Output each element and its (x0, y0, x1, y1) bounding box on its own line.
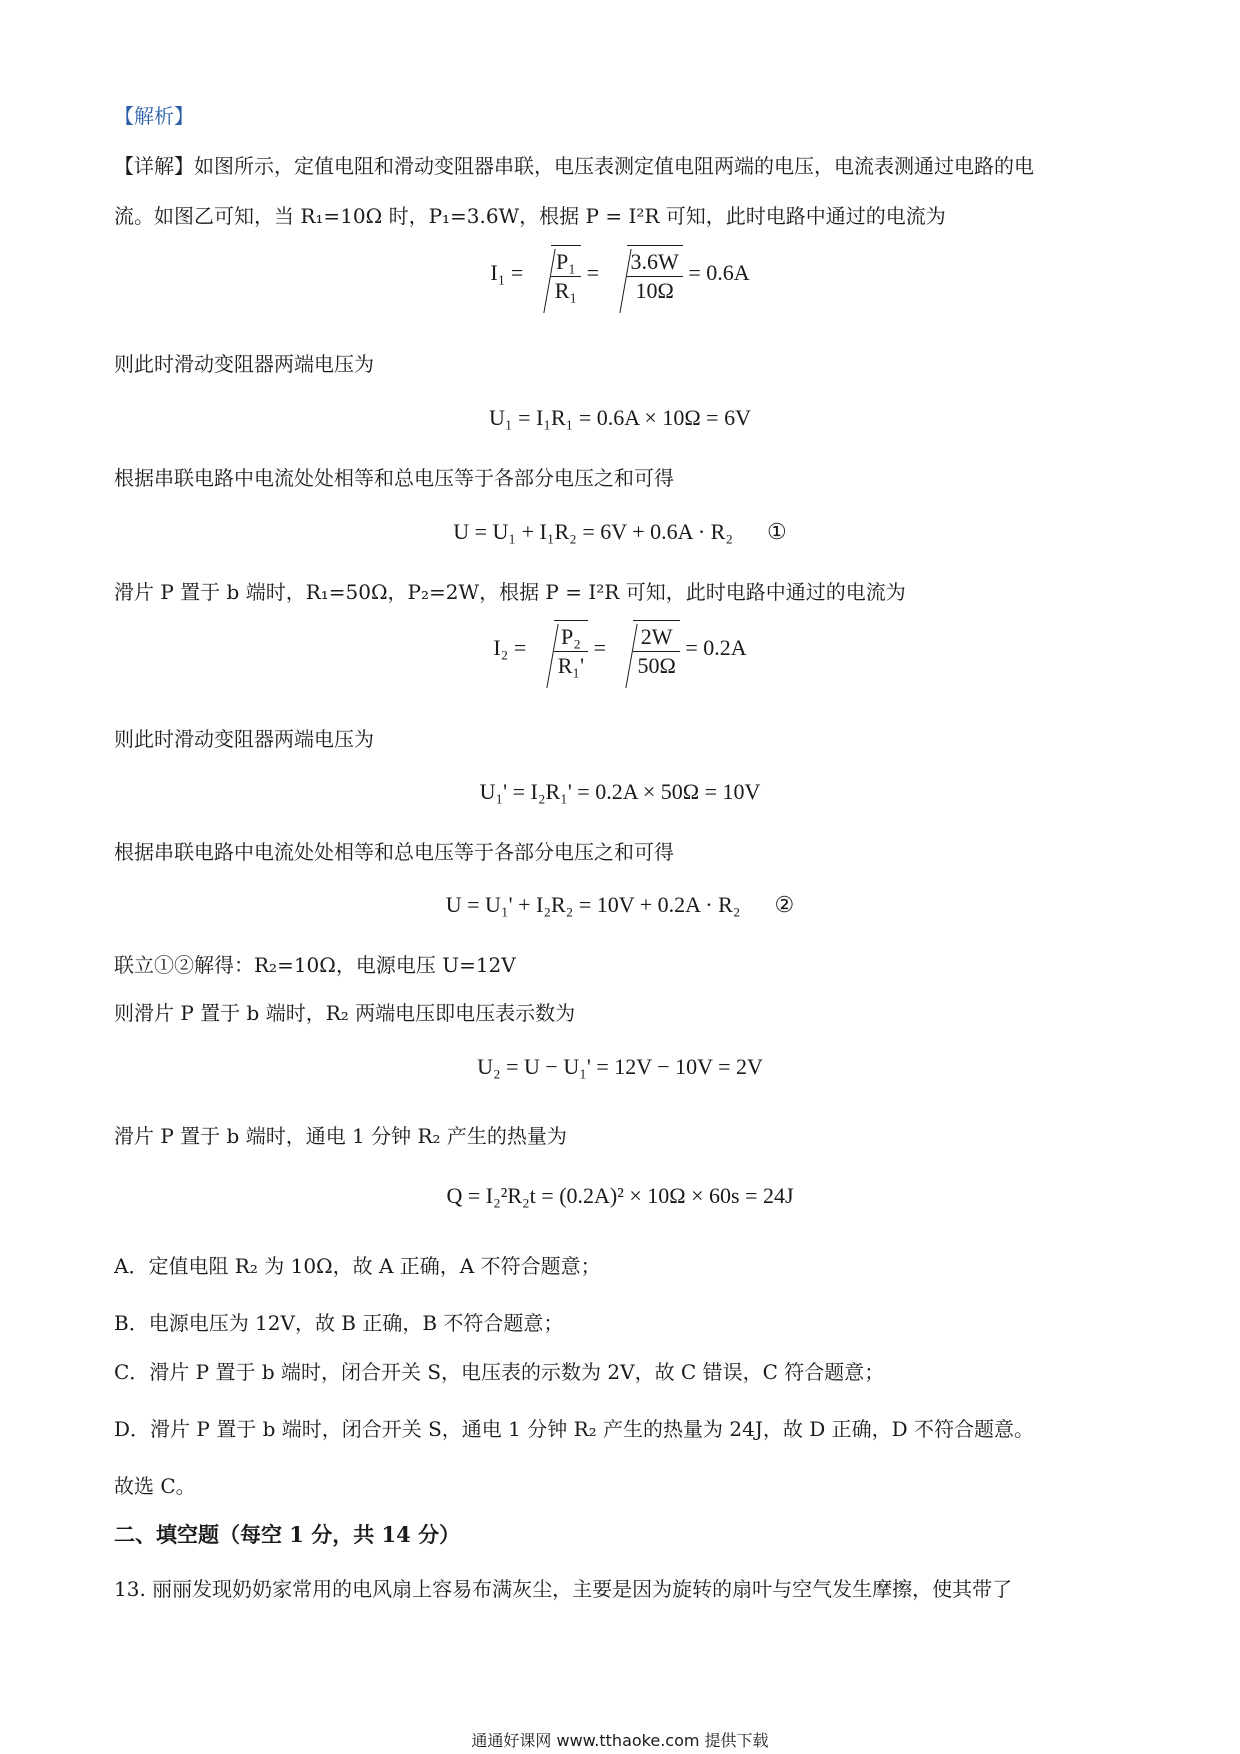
eq4-lhs: I₂ = (493, 635, 527, 661)
text-r2-voltage: 则滑片 P 置于 b 端时，R₂ 两端电压即电压表示数为 (114, 1001, 576, 1025)
eq4-root-2 (611, 620, 679, 680)
detail-line-1: 【详解】如图所示，定值电阻和滑动变阻器串联，电压表测定值电阻两端的电压，电流表测通过电路的电 (114, 154, 1034, 178)
analysis-label: 【解析】 (114, 104, 194, 128)
eq1-root-2 (605, 245, 683, 305)
eq6-mark: ② (774, 892, 795, 917)
eq4-rhs: = 0.2A (685, 635, 747, 661)
eq4-equals: = (593, 635, 606, 661)
eq4-root-1 (532, 620, 588, 680)
eq1-lhs: I₁ = (490, 260, 524, 286)
equation-u1: U₁ = I₁R₁ = 0.6A × 10Ω = 6V (489, 405, 751, 430)
equation-u2: U₂ = U − U₁' = 12V − 10V = 2V (477, 1054, 763, 1079)
option-b: B．电源电压为 12V，故 B 正确，B 不符合题意； (114, 1311, 564, 1335)
text-u1p-intro: 则此时滑动变阻器两端电压为 (114, 727, 374, 751)
eq1-equals: = (586, 260, 600, 286)
equation-heat: Q = I₂²R₂t = (0.2A)² × 10Ω × 60s = 24J (446, 1183, 794, 1208)
option-a: A．定值电阻 R₂ 为 10Ω，故 A 正确，A 不符合题意； (114, 1254, 601, 1278)
eq1-frac1-den: R₁ (554, 278, 578, 303)
eq4-frac1-num: P₂ (554, 623, 588, 652)
eq3-mark: ① (767, 519, 787, 544)
eq1-root-1 (529, 245, 581, 305)
text-series-1: 根据串联电路中电流处处相等和总电压等于各部分电压之和可得 (114, 466, 674, 490)
eq4-frac2-num: 2W (633, 623, 679, 652)
equation-total-1 (0, 519, 1240, 545)
equation-current-1 (0, 245, 1240, 305)
section-title: 二、填空题（每空 1 分，共 14 分） (114, 1522, 461, 1547)
equation-current-2 (0, 620, 1240, 680)
option-c: C．滑片 P 置于 b 端时，闭合开关 S，电压表的示数为 2V，故 C 错误，C 符合题意； (114, 1360, 885, 1384)
option-d: D．滑片 P 置于 b 端时，闭合开关 S，通电 1 分钟 R₂ 产生的热量为 24J，故 D 正确，D 不符合题意。 (114, 1417, 1034, 1441)
answer-line: 故选 C。 (114, 1474, 196, 1498)
text-solve: 联立①②解得：R₂=10Ω，电源电压 U=12V (114, 953, 516, 977)
equation-total-2 (0, 892, 1240, 918)
eq1-frac2-num: 3.6W (627, 248, 683, 277)
eq3-body: U = U₁ + I₁R₂ = 6V + 0.6A · R₂ (453, 519, 733, 544)
equation-u1-prime: U₁' = I₂R₁' = 0.2A × 50Ω = 10V (479, 779, 761, 804)
text-b-end: 滑片 P 置于 b 端时，R₁=50Ω，P₂=2W，根据 P = I²R 可知，此时电路中通过的电流为 (114, 580, 906, 604)
eq4-frac2-den: 50Ω (637, 653, 676, 678)
eq6-body: U = U₁' + I₂R₂ = 10V + 0.2A · R₂ (445, 892, 741, 917)
eq1-frac1-num: P₁ (551, 248, 581, 277)
eq1-rhs: = 0.6A (688, 260, 750, 286)
text-u1-intro: 则此时滑动变阻器两端电压为 (114, 352, 374, 376)
eq4-frac1-den: R₁' (557, 653, 585, 678)
eq1-frac2-den: 10Ω (635, 278, 674, 303)
text-heat: 滑片 P 置于 b 端时，通电 1 分钟 R₂ 产生的热量为 (114, 1124, 567, 1148)
detail-line-2: 流。如图乙可知，当 R₁=10Ω 时，P₁=3.6W，根据 P = I²R 可知，此时电路中通过的电流为 (114, 204, 946, 228)
text-series-2: 根据串联电路中电流处处相等和总电压等于各部分电压之和可得 (114, 840, 674, 864)
question-13: 13. 丽丽发现奶奶家常用的电风扇上容易布满灰尘，主要是因为旋转的扇叶与空气发生摩擦，使其带了 (114, 1577, 1013, 1601)
footer-watermark: 通通好课网 www.tthaoke.com 提供下载 (471, 1731, 769, 1750)
